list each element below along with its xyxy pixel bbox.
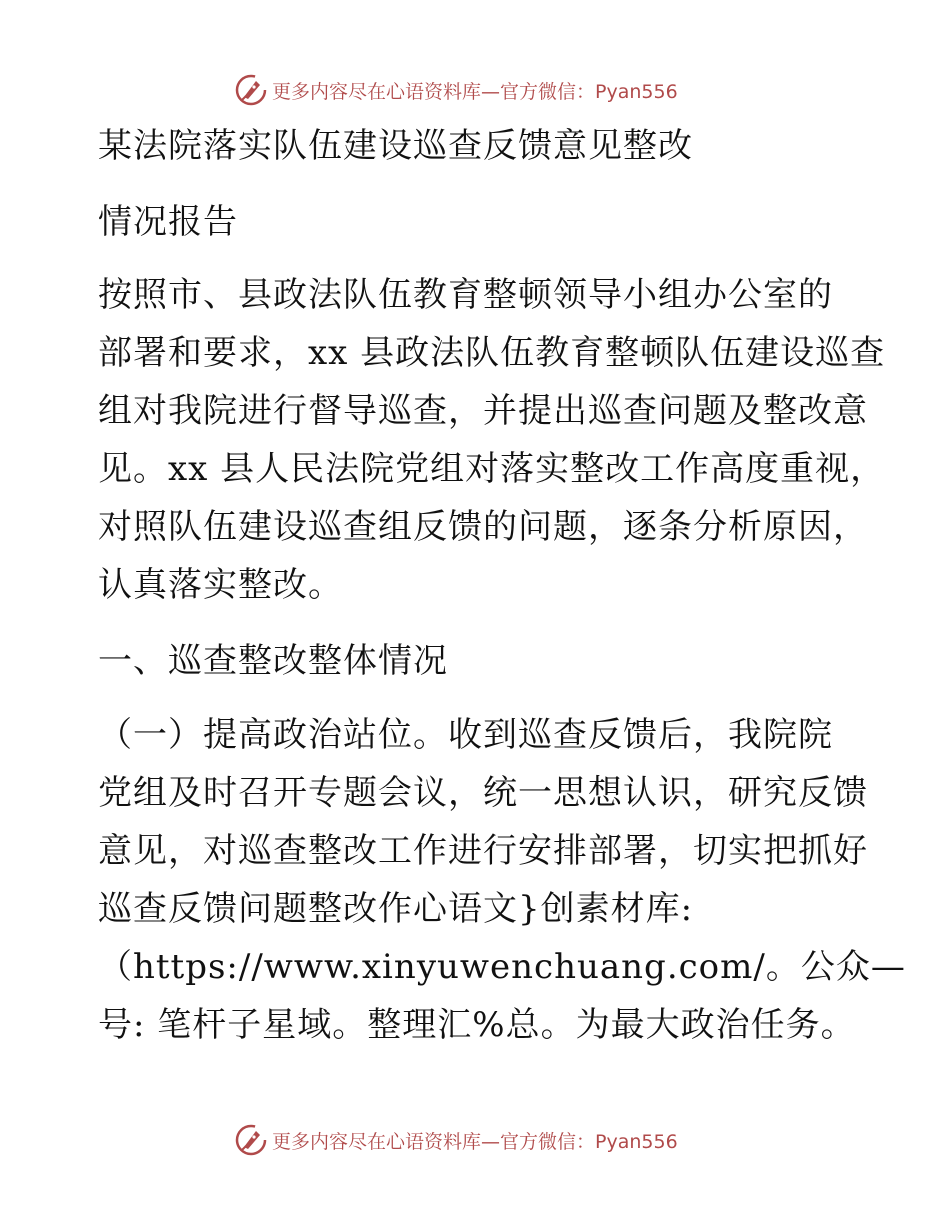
intro-paragraph-line: 认真落实整改。 [98, 565, 343, 605]
section-1-heading: 一、巡查整改整体情况 [98, 641, 448, 681]
section-1-paragraph-line: （一）提高政治站位。收到巡查反馈后，我院院 [98, 715, 833, 755]
footer-banner-text: 更多内容尽在心语资料库—官方微信：Pyan556 [272, 1130, 678, 1153]
document-title-line-2: 情况报告 [98, 202, 238, 242]
section-1-paragraph-line: （https://www.xinyuwenchuang.com/。公众— [98, 947, 906, 987]
pen-nib-logo-icon [234, 73, 268, 107]
pen-nib-logo-icon [234, 1123, 268, 1157]
intro-paragraph-line: 部署和要求，xx 县政法队伍教育整顿队伍建设巡查 [98, 333, 886, 373]
header-banner-text: 更多内容尽在心语资料库—官方微信：Pyan556 [272, 80, 678, 103]
section-1-paragraph-line: 党组及时召开专题会议，统一思想认识，研究反馈 [98, 773, 868, 813]
footer-banner [234, 1122, 678, 1158]
section-1-paragraph-line: 号: 笔杆子星域。整理汇%总。为最大政治任务。 [98, 1005, 856, 1045]
intro-paragraph-line: 见。xx 县人民法院党组对落实整改工作高度重视， [98, 449, 886, 489]
intro-paragraph-line: 对照队伍建设巡查组反馈的问题，逐条分析原因， [98, 507, 868, 547]
intro-paragraph-line: 组对我院进行督导巡查，并提出巡查问题及整改意 [98, 391, 868, 431]
section-1-paragraph-line: 意见，对巡查整改工作进行安排部署，切实把抓好 [98, 831, 868, 871]
header-banner [234, 72, 678, 108]
section-1-paragraph-line: 巡查反馈问题整改作心语文}创素材库: [98, 889, 694, 929]
intro-paragraph-line: 按照市、县政法队伍教育整顿领导小组办公室的 [98, 275, 833, 315]
document-title-line-1: 某法院落实队伍建设巡查反馈意见整改 [98, 126, 693, 166]
